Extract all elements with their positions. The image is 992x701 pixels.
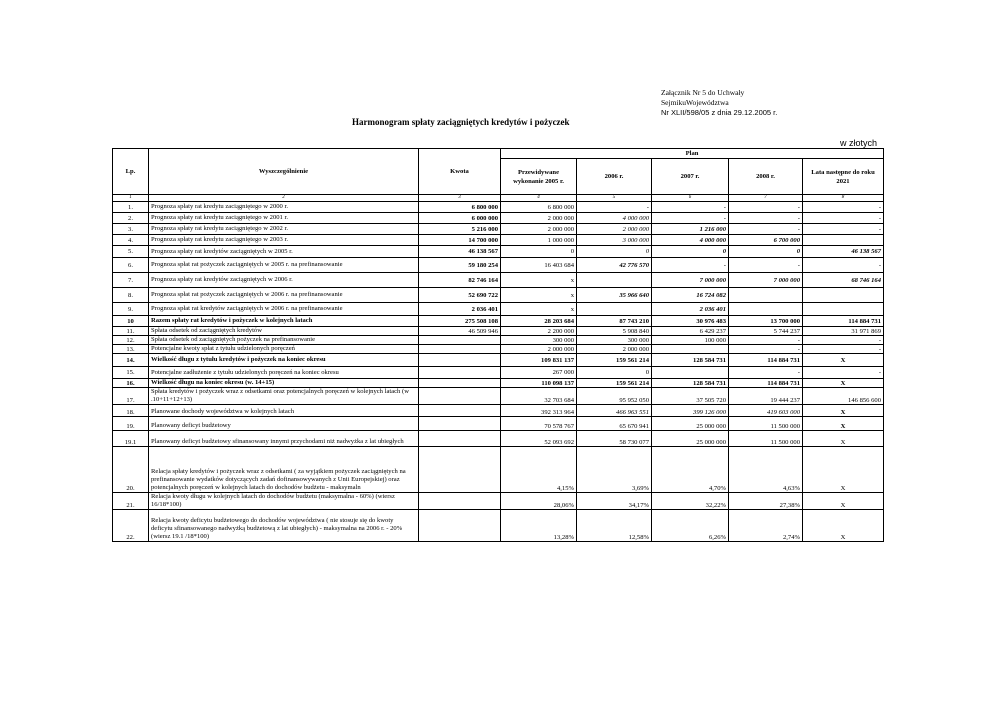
- row-description: Prognoza spłaty rat kredytów zaciągniętych w 2005 r.: [149, 246, 419, 258]
- row-amount: [419, 388, 501, 405]
- row-2006: 65 670 941: [577, 417, 652, 431]
- row-2007: 25 000 000: [652, 431, 729, 447]
- row-2007: 4 000 000: [652, 235, 729, 246]
- row-2007: 6,26%: [652, 510, 729, 542]
- row-2006: 95 952 050: [577, 388, 652, 405]
- annex-note: [661, 88, 777, 118]
- row-expected-2005: 110 098 137: [501, 379, 577, 388]
- row-expected-2005: 32 703 684: [501, 388, 577, 405]
- table-row: [113, 388, 884, 405]
- row-2008: 2,74%: [729, 510, 803, 542]
- row-2006: [577, 303, 652, 316]
- row-2008: -: [729, 213, 803, 224]
- row-2007: 399 126 000: [652, 405, 729, 417]
- row-2006: 34,17%: [577, 493, 652, 510]
- row-2007: 0: [652, 246, 729, 258]
- row-2007: 32,22%: [652, 493, 729, 510]
- row-lp: 14.: [113, 354, 149, 367]
- row-lp: 13.: [113, 345, 149, 354]
- row-2006: 3,69%: [577, 447, 652, 493]
- row-expected-2005: 392 313 964: [501, 405, 577, 417]
- row-amount: [419, 336, 501, 345]
- row-description: Prognoza spłat rat kredytów zaciągniętych w 2006 r. na prefinansowanie: [149, 303, 419, 316]
- row-lp: 22.: [113, 510, 149, 542]
- row-description: Prognoza spłaty rat kredytu zaciągniętego w 2001 r.: [149, 213, 419, 224]
- row-lp: 20.: [113, 447, 149, 493]
- table-row: [113, 405, 884, 417]
- table-row: [113, 367, 884, 379]
- row-amount: [419, 379, 501, 388]
- row-amount: [419, 510, 501, 542]
- row-2006: 3 000 000: [577, 235, 652, 246]
- row-amount: 6 000 000: [419, 213, 501, 224]
- row-2006: 0: [577, 246, 652, 258]
- table-row: [113, 345, 884, 354]
- row-lp: 10: [113, 316, 149, 327]
- header-description: Wyszczególnienie: [149, 149, 419, 195]
- row-expected-2005: 2 200 000: [501, 327, 577, 336]
- row-description: Planowany deficyt budżetowy: [149, 417, 419, 431]
- table-row: [113, 213, 884, 224]
- row-2007: 7 000 000: [652, 273, 729, 288]
- row-description: Prognoza spłaty rat kredytu zaciągniętego w 2003 r.: [149, 235, 419, 246]
- row-2008: 27,38%: [729, 493, 803, 510]
- row-description: Planowany deficyt budżetowy sfinansowany innymi przychodami niż nadwyżka z lat ubiegłych: [149, 431, 419, 447]
- row-expected-2005: 28,06%: [501, 493, 577, 510]
- table-row: [113, 316, 884, 327]
- table-row: [113, 202, 884, 213]
- row-amount: [419, 354, 501, 367]
- row-2008: 5 744 237: [729, 327, 803, 336]
- header-lp: Lp.: [113, 149, 149, 195]
- row-expected-2005: 70 578 767: [501, 417, 577, 431]
- header-2007: 2007 r.: [652, 159, 729, 195]
- row-2006: 466 963 551: [577, 405, 652, 417]
- annex-line-3: Nr XLII/598/05 z dnia 29.12.2005 r.: [661, 108, 778, 117]
- header-expected-2005: Przewidywane wykonanie 2005 r.: [501, 159, 577, 195]
- row-following-years: X: [803, 354, 884, 367]
- row-2008: 4,63%: [729, 447, 803, 493]
- row-2007: 6 429 237: [652, 327, 729, 336]
- row-following-years: X: [803, 431, 884, 447]
- row-amount: 275 508 108: [419, 316, 501, 327]
- row-2006: 58 730 077: [577, 431, 652, 447]
- row-following-years: [803, 303, 884, 316]
- row-expected-2005: 6 800 000: [501, 202, 577, 213]
- column-index: 6: [652, 195, 729, 202]
- row-2008: -: [729, 224, 803, 235]
- row-following-years: [803, 288, 884, 303]
- row-2008: 114 884 731: [729, 354, 803, 367]
- row-following-years: X: [803, 379, 884, 388]
- row-lp: 15.: [113, 367, 149, 379]
- table-row: [113, 288, 884, 303]
- row-lp: 16.: [113, 379, 149, 388]
- row-following-years: 46 138 567: [803, 246, 884, 258]
- row-expected-2005: 109 831 137: [501, 354, 577, 367]
- row-2008: -: [729, 367, 803, 379]
- row-2008: -: [729, 202, 803, 213]
- row-2008: 114 884 731: [729, 379, 803, 388]
- row-following-years: -: [803, 367, 884, 379]
- row-expected-2005: x: [501, 273, 577, 288]
- row-following-years: 146 856 600: [803, 388, 884, 405]
- row-2006: 159 561 214: [577, 379, 652, 388]
- row-amount: 5 216 000: [419, 224, 501, 235]
- row-2007: 25 000 000: [652, 417, 729, 431]
- document-title: Harmonogram spłaty zaciągniętych kredytów i pożyczek: [352, 117, 570, 127]
- row-2006: 159 561 214: [577, 354, 652, 367]
- row-2006: 12,58%: [577, 510, 652, 542]
- row-description: Potencjalne zadłużenie z tytułu udzielonych poręczeń na koniec okresu: [149, 367, 419, 379]
- row-lp: 18.: [113, 405, 149, 417]
- column-index-row: [113, 195, 884, 202]
- row-expected-2005: 267 000: [501, 367, 577, 379]
- row-lp: 1.: [113, 202, 149, 213]
- row-amount: 82 746 164: [419, 273, 501, 288]
- row-following-years: X: [803, 510, 884, 542]
- row-description: Planowane dochody województwa w kolejnych latach: [149, 405, 419, 417]
- row-2007: [652, 345, 729, 354]
- row-lp: 8.: [113, 288, 149, 303]
- row-following-years: -: [803, 224, 884, 235]
- table-row: [113, 354, 884, 367]
- row-expected-2005: 1 000 000: [501, 235, 577, 246]
- row-2008: 0: [729, 246, 803, 258]
- row-following-years: X: [803, 493, 884, 510]
- table-row: [113, 327, 884, 336]
- row-2008: -: [729, 336, 803, 345]
- row-2008: 7 000 000: [729, 273, 803, 288]
- row-amount: [419, 431, 501, 447]
- row-expected-2005: 0: [501, 246, 577, 258]
- row-amount: 6 800 000: [419, 202, 501, 213]
- row-following-years: -: [803, 213, 884, 224]
- row-description: Potencjalne kwoty spłat z tytułu udzielonych poręczeń: [149, 345, 419, 354]
- annex-line-1: Załącznik Nr 5 do Uchwały: [661, 88, 745, 97]
- row-2007: 2 036 401: [652, 303, 729, 316]
- row-2006: 87 743 210: [577, 316, 652, 327]
- repayment-schedule-table: [112, 148, 884, 542]
- column-index: 3: [419, 195, 501, 202]
- row-following-years: X: [803, 447, 884, 493]
- row-expected-2005: 13,28%: [501, 510, 577, 542]
- row-following-years: 68 746 164: [803, 273, 884, 288]
- row-description: Prognoza spłaty rat kredytów zaciągniętych w 2006 r.: [149, 273, 419, 288]
- row-2006: 42 776 570: [577, 258, 652, 273]
- row-2008: 11 500 000: [729, 431, 803, 447]
- row-amount: [419, 417, 501, 431]
- row-expected-2005: x: [501, 303, 577, 316]
- row-2007: 128 584 731: [652, 379, 729, 388]
- row-lp: 21.: [113, 493, 149, 510]
- row-lp: 17.: [113, 388, 149, 405]
- row-2007: 1 216 000: [652, 224, 729, 235]
- header-amount: Kwota: [419, 149, 501, 195]
- table-row: [113, 224, 884, 235]
- row-amount: 14 700 000: [419, 235, 501, 246]
- row-2008: [729, 303, 803, 316]
- row-amount: 46 138 567: [419, 246, 501, 258]
- row-2008: 19 444 237: [729, 388, 803, 405]
- row-2007: 4,70%: [652, 447, 729, 493]
- header-2008: 2008 r.: [729, 159, 803, 195]
- row-description: Relacja kwoty długu w kolejnych latach do dochodów budżetu (maksymalna - 60%) (wiersz 16/18*100): [149, 493, 419, 510]
- row-amount: 52 690 722: [419, 288, 501, 303]
- row-amount: [419, 493, 501, 510]
- row-description: Relacja spłaty kredytów i pożyczek wraz z odsetkami ( za wyjątkiem pożyczek zaciągniętych na prefinansowanie wydatków dotyczących zadań dofinansowywanych z Unii Europejskiej) oraz potencjalnych poręczeń w kolejnych latach do dochodów budżetu - maksymaln: [149, 447, 419, 493]
- row-amount: [419, 367, 501, 379]
- row-expected-2005: 4,15%: [501, 447, 577, 493]
- row-following-years: -: [803, 202, 884, 213]
- table-row: [113, 447, 884, 493]
- row-following-years: -: [803, 258, 884, 273]
- row-2008: -: [729, 345, 803, 354]
- table-row: [113, 336, 884, 345]
- row-amount: 46 509 946: [419, 327, 501, 336]
- table-row: [113, 493, 884, 510]
- row-2007: 30 976 483: [652, 316, 729, 327]
- row-expected-2005: 2 000 000: [501, 213, 577, 224]
- row-following-years: -: [803, 345, 884, 354]
- row-description: Prognoza spłaty rat kredytu zaciągniętego w 2000 r.: [149, 202, 419, 213]
- row-expected-2005: 28 203 684: [501, 316, 577, 327]
- row-lp: 7.: [113, 273, 149, 288]
- row-2006: 4 000 000: [577, 213, 652, 224]
- table-row: [113, 379, 884, 388]
- header-following-years: Lata następne do roku 2021: [803, 159, 884, 195]
- row-2007: [652, 367, 729, 379]
- row-2007: 128 584 731: [652, 354, 729, 367]
- table-row: [113, 273, 884, 288]
- row-lp: 19.: [113, 417, 149, 431]
- row-2007: -: [652, 258, 729, 273]
- annex-line-2: SejmikuWojewództwa: [661, 98, 729, 107]
- row-expected-2005: 2 000 000: [501, 224, 577, 235]
- row-2006: [577, 273, 652, 288]
- row-lp: 4.: [113, 235, 149, 246]
- table-row: [113, 510, 884, 542]
- row-expected-2005: 300 000: [501, 336, 577, 345]
- row-lp: 6.: [113, 258, 149, 273]
- header-plan: Plan: [501, 149, 884, 159]
- column-index: 1: [113, 195, 149, 202]
- row-following-years: X: [803, 405, 884, 417]
- table-row: [113, 417, 884, 431]
- row-expected-2005: 52 093 692: [501, 431, 577, 447]
- row-description: Wielkość długu z tytułu kredytów i pożyczek na koniec okresu: [149, 354, 419, 367]
- row-description: Spłata odsetek od zaciągniętych kredytów: [149, 327, 419, 336]
- row-2007: 16 724 082: [652, 288, 729, 303]
- row-amount: [419, 405, 501, 417]
- row-2007: -: [652, 213, 729, 224]
- row-amount: [419, 345, 501, 354]
- header-2006: 2006 r.: [577, 159, 652, 195]
- row-description: Prognoza spłat rat pożyczek zaciągniętych w 2006 r. na prefinansowanie: [149, 288, 419, 303]
- table-row: [113, 303, 884, 316]
- row-2006: -: [577, 202, 652, 213]
- row-2008: 11 500 000: [729, 417, 803, 431]
- row-2006: 5 908 840: [577, 327, 652, 336]
- row-2006: 35 966 640: [577, 288, 652, 303]
- row-lp: 19.1: [113, 431, 149, 447]
- row-lp: 9.: [113, 303, 149, 316]
- row-amount: 2 036 401: [419, 303, 501, 316]
- table-row: [113, 258, 884, 273]
- column-index: 2: [149, 195, 419, 202]
- row-amount: [419, 447, 501, 493]
- row-following-years: X: [803, 417, 884, 431]
- row-2007: 37 505 720: [652, 388, 729, 405]
- row-2008: 6 700 000: [729, 235, 803, 246]
- row-description: Wielkość długu na koniec okresu (w. 14+15): [149, 379, 419, 388]
- table-row: [113, 235, 884, 246]
- row-following-years: 31 971 869: [803, 327, 884, 336]
- row-2007: -: [652, 202, 729, 213]
- row-lp: 12.: [113, 336, 149, 345]
- row-following-years: [803, 235, 884, 246]
- row-following-years: 114 884 731: [803, 316, 884, 327]
- row-lp: 11.: [113, 327, 149, 336]
- column-index: 7: [729, 195, 803, 202]
- column-index: 5: [577, 195, 652, 202]
- column-index: 8: [803, 195, 884, 202]
- row-2008: -: [729, 258, 803, 273]
- row-2006: 300 000: [577, 336, 652, 345]
- row-description: Spłata kredytów i pożyczek wraz z odsetkami oraz potencjalnych poręczeń w kolejnych latach (w .10+11+12+13): [149, 388, 419, 405]
- row-2006: 2 000 000: [577, 224, 652, 235]
- row-2008: 419 603 000: [729, 405, 803, 417]
- row-2007: 100 000: [652, 336, 729, 345]
- row-following-years: -: [803, 336, 884, 345]
- table-row: [113, 246, 884, 258]
- row-expected-2005: 2 000 000: [501, 345, 577, 354]
- row-lp: 5.: [113, 246, 149, 258]
- row-lp: 3.: [113, 224, 149, 235]
- column-index: 4: [501, 195, 577, 202]
- currency-unit: w złotych: [840, 138, 878, 148]
- row-expected-2005: x: [501, 288, 577, 303]
- row-2006: 0: [577, 367, 652, 379]
- row-2008: 13 700 000: [729, 316, 803, 327]
- row-description: Spłata odsetek od zaciągniętych pożyczek na prefinansowanie: [149, 336, 419, 345]
- row-expected-2005: 16 403 684: [501, 258, 577, 273]
- row-amount: 59 180 254: [419, 258, 501, 273]
- row-2006: 2 000 000: [577, 345, 652, 354]
- row-description: Prognoza spłaty rat kredytu zaciągniętego w 2002 r.: [149, 224, 419, 235]
- row-description: Razem spłaty rat kredytów i pożyczek w kolejnych latach: [149, 316, 419, 327]
- row-2008: [729, 288, 803, 303]
- table-row: [113, 431, 884, 447]
- row-description: Relacja kwoty deficytu budżetowego do dochodów województwa ( nie stosuje się do kwoty deficytu sfinansowanego nadwyżką budżetową z lat ubiegłych) - maksymalna na 2006 r. - 20% (wiersz 19.1 /18*100): [149, 510, 419, 542]
- row-description: Prognoza spłat rat pożyczek zaciągniętych w 2005 r. na prefinansowanie: [149, 258, 419, 273]
- row-lp: 2.: [113, 213, 149, 224]
